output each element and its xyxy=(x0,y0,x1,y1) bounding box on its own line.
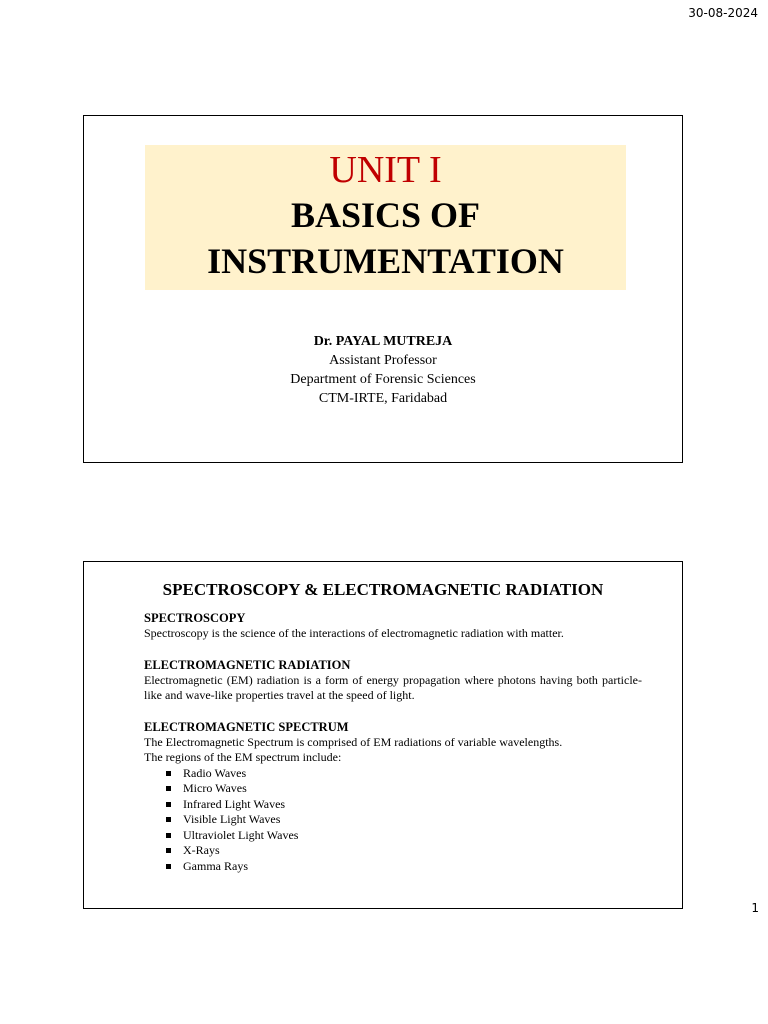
region-label: Ultraviolet Light Waves xyxy=(183,827,299,842)
section-text-em-spectrum: The Electromagnetic Spectrum is comprised of EM radiations of variable wavelengths. xyxy=(144,734,563,749)
title-box xyxy=(145,145,626,290)
bullet-square-icon xyxy=(166,864,171,869)
page-number: 1 xyxy=(751,901,759,915)
main-title-line1: BASICS OF xyxy=(290,195,481,235)
slide-title xyxy=(83,115,683,463)
unit-title: UNIT I xyxy=(329,149,442,191)
author-designation: Assistant Professor xyxy=(329,353,437,368)
section-text-em-regions-intro: The regions of the EM spectrum include: xyxy=(144,750,342,764)
list-item xyxy=(166,781,642,797)
list-item xyxy=(166,766,642,782)
slide-spectroscopy xyxy=(83,561,683,909)
list-item xyxy=(166,859,642,875)
region-label: Micro Waves xyxy=(183,781,247,795)
bullet-square-icon xyxy=(166,771,171,776)
bullet-square-icon xyxy=(166,833,171,838)
author-block xyxy=(84,332,682,408)
bullet-square-icon xyxy=(166,786,171,791)
slide-heading: SPECTROSCOPY & ELECTROMAGNETIC RADIATION xyxy=(162,580,604,599)
list-item xyxy=(166,812,642,828)
author-department: Department of Forensic Sciences xyxy=(290,372,476,387)
section-heading-em-radiation: ELECTROMAGNETIC RADIATION xyxy=(144,657,351,672)
page-date: 30-08-2024 xyxy=(688,6,758,20)
bullet-square-icon xyxy=(166,848,171,853)
author-institution: CTM-IRTE, Faridabad xyxy=(318,391,448,406)
list-item xyxy=(166,797,642,813)
section-heading-em-spectrum: ELECTROMAGNETIC SPECTRUM xyxy=(144,719,349,734)
main-title-line2: INSTRUMENTATION xyxy=(207,241,564,281)
author-name: Dr. PAYAL MUTREJA xyxy=(313,334,453,349)
slide-body xyxy=(144,610,642,874)
section-heading-spectroscopy: SPECTROSCOPY xyxy=(144,611,246,625)
section-text-em-radiation: Electromagnetic (EM) radiation is a form of energy propagation where photons having both particle-like and wave-like properties travel at the speed of light. xyxy=(144,672,642,702)
region-label: Radio Waves xyxy=(183,765,247,780)
list-item xyxy=(166,828,642,844)
section-text-spectroscopy: Spectroscopy is the science of the interactions of electromagnetic radiation with matter. xyxy=(144,626,564,640)
region-label: X-Rays xyxy=(183,843,220,857)
region-label: Visible Light Waves xyxy=(183,812,281,826)
list-item xyxy=(166,843,642,859)
region-label: Infrared Light Waves xyxy=(183,796,286,811)
region-label: Gamma Rays xyxy=(183,858,248,873)
bullet-square-icon xyxy=(166,802,171,807)
em-regions-list xyxy=(144,766,642,875)
bullet-square-icon xyxy=(166,817,171,822)
